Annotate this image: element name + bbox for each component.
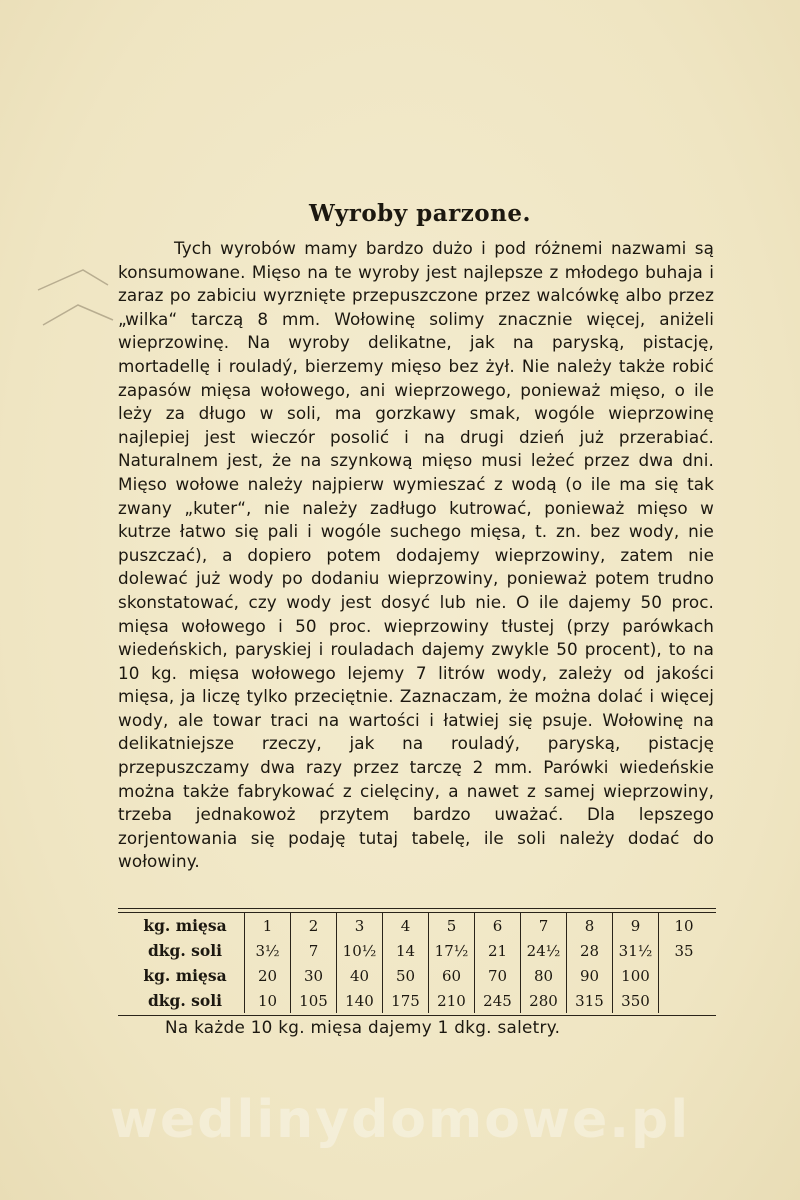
salt-table xyxy=(126,913,709,1013)
table-cell: 3½ xyxy=(245,938,291,963)
table-cell: 350 xyxy=(613,988,659,1013)
table-cell: 2 xyxy=(291,913,337,938)
table-cell: 17½ xyxy=(429,938,475,963)
table-cell: 10 xyxy=(659,913,710,938)
table-cell: 3 xyxy=(337,913,383,938)
table-cell: 8 xyxy=(567,913,613,938)
table-cell: 80 xyxy=(521,963,567,988)
page-title: Wyroby parzone. xyxy=(309,200,531,227)
row-label: dkg. soli xyxy=(147,941,223,960)
table-cell: 280 xyxy=(521,988,567,1013)
table-cell: 30 xyxy=(291,963,337,988)
table-cell: 100 xyxy=(613,963,659,988)
table-cell: 315 xyxy=(567,988,613,1013)
table-cell: 40 xyxy=(337,963,383,988)
table-cell: 70 xyxy=(475,963,521,988)
table-cell: 210 xyxy=(429,988,475,1013)
table-cell: 28 xyxy=(567,938,613,963)
row-label: kg. mięsa xyxy=(143,916,227,935)
table-cell: 245 xyxy=(475,988,521,1013)
body-paragraph: Tych wyrobów mamy bardzo dużo i pod różnemi nazwami są konsumowane. Mięso na te wyroby jest najlepsze z młodego buhaja i zaraz po zabiciu wyrznięte przepuszczone przez walcówkę albo przez „wilka“ tarczą 8 mm. Wołowinę solimy znacznie więcej, aniżeli wieprzowinę. Na wyroby delikatne, jak na paryską, pistację, mortadellę i rouladý, bierzemy mięso bez żył. Nie należy także robić zapasów mięsa wołowego, ani wieprzowego, ponieważ mięso, o ile leży za długo w soli, ma gorzkawy smak, wogóle wieprzowinę najlepiej jest wieczór posolić i na drugi dzień już przerabiać. Naturalnem jest, że na szynkową mięso musi leżeć przez dwa dni. Mięso wołowe należy najpierw wymieszać z wodą (o ile ma się tak zwany „kuter“, nie należy zadługo kutrować, ponieważ mięso w kutrze łatwo się pali i wogóle suchego mięsa, t. zn. bez wody, nie puszczać), a dopiero potem dodajemy wieprzowiny, zatem nie dolewać już wody po dodaniu wieprzowiny, ponieważ potem trudno skonstatować, czy wody jest dosyć lub nie. O ile dajemy 50 proc. mięsa wołowego i 50 proc. wieprzowiny tłustej (przy parówkach wiedeńskich, paryskiej i rouladach dajemy zwykle 50 procent), to na 10 kg. mięsa wołowego lejemy 7 litrów wody, zależy od jakości mięsa, ja liczę tylko przeciętnie. Zaznaczam, że można dolać i więcej wody, ale towar traci na wartości i łatwiej się psuje. Wołowinę na delikatniejsze rzeczy, jak na rouladý, paryską, pistację przepuszczamy dwa razy przez tarczę 2 mm. Parówki wiedeńskie można także fabrykować z cielęciny, a nawet z samej wieprzowiny, trzeba jednakowoż przytem bardzo uważać. Dla lepszego zorjentowania się podaję tutaj tabelę, ile soli należy dodać do wołowiny. xyxy=(118,238,714,872)
table-cell: 5 xyxy=(429,913,475,938)
table-cell: 7 xyxy=(291,938,337,963)
table-cell: 50 xyxy=(383,963,429,988)
table-top-rule xyxy=(118,908,716,909)
table-cell xyxy=(659,963,710,988)
table-cell: 175 xyxy=(383,988,429,1013)
table-cell: 60 xyxy=(429,963,475,988)
table-cell: 105 xyxy=(291,988,337,1013)
table-row xyxy=(126,938,709,963)
pencil-margin-marks xyxy=(28,250,118,370)
table-cell: 10 xyxy=(245,988,291,1013)
table-cell: 14 xyxy=(383,938,429,963)
table-cell: 1 xyxy=(245,913,291,938)
table-cell: 10½ xyxy=(337,938,383,963)
table-cell: 9 xyxy=(613,913,659,938)
table-row xyxy=(126,988,709,1013)
table-cell: 20 xyxy=(245,963,291,988)
row-label: dkg. soli xyxy=(147,991,223,1010)
table-cell: 21 xyxy=(475,938,521,963)
table-row xyxy=(126,913,709,938)
table-cell: 24½ xyxy=(521,938,567,963)
row-label: kg. mięsa xyxy=(143,966,227,985)
table-row xyxy=(126,963,709,988)
watermark-text: wedlinydomowe.pl xyxy=(109,1090,691,1150)
table-cell xyxy=(659,988,710,1013)
table-cell: 90 xyxy=(567,963,613,988)
table-bottom-rule xyxy=(118,1015,716,1016)
table-cell: 140 xyxy=(337,988,383,1013)
footer-note: Na każde 10 kg. mięsa dajemy 1 dkg. saletry. xyxy=(165,1017,561,1037)
table-cell: 4 xyxy=(383,913,429,938)
table-cell: 31½ xyxy=(613,938,659,963)
table-cell: 7 xyxy=(521,913,567,938)
table-cell: 35 xyxy=(659,938,710,963)
table-cell: 6 xyxy=(475,913,521,938)
